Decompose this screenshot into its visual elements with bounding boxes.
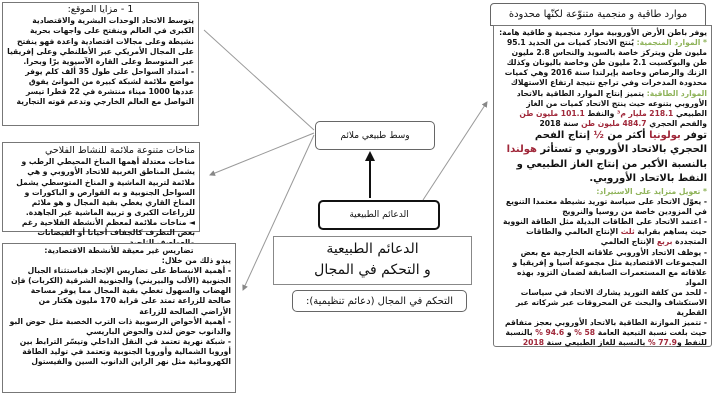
climate-paragraph: مناخات معتدلة أهمها المناخ المحيطي الرطب و يشمل المناطق الغربية للاتحاد الأوروبي و هي ملائمة لتربية الماشية و المناخ المتوسطي يشمل السواحل الجنوبية و به القوارص و الباكورات و المناخ القاري يغطي بقية المجال و هو ملائم للزراعات الكبرى و تربية الماشية غير الجاهدة.: [16, 157, 195, 217]
highlight-text: 94.6 %: [535, 328, 565, 338]
text-segment: - للحد من كلفة التوريد يشارك الاتحاد في سياسات الاستكشاف والبحث عن المحروقات عبر شركاته عبر القطرية: [515, 287, 707, 318]
highlight-text: 484.7 مليون طن: [581, 118, 647, 128]
resources-paragraph: [498, 248, 707, 288]
resources-paragraph: [498, 89, 707, 129]
location-box: [2, 2, 199, 126]
relief-title: تضاريس غير معيقة للأنشطة الاقتصادية:: [44, 246, 194, 255]
main-title-line2: و التحكم في المجال: [314, 262, 431, 278]
relief-paragraph: يبدو ذلك من خلال:: [161, 256, 231, 266]
highlight-text: بربع: [656, 237, 673, 247]
text-segment: - يوظف الاتحاد الأوروبي علاقاته الخارجية مع بعض المجموعات الاقتصادية مثل مجموعة آسيا و إفريقيا و علاقاته مع المستعمرات السابقة لضمان التزود بهذه المواد: [512, 247, 707, 287]
highlight-text: 218.1 مليار م³: [616, 108, 674, 118]
resources-paragraph: [498, 197, 707, 217]
highlight-text: هولندا: [506, 144, 537, 156]
text-segment: أكثر من: [603, 129, 650, 141]
text-segment: يوفر باطن الأرض الأوروبية موارد منجمية و طاقية هامة:: [499, 28, 707, 37]
relief-box: [2, 243, 236, 393]
text-segment: يتميز إنتاج الموارد الطاقية بالاتحاد الأوروبي بتنوعه حيث ينتج الاتحاد كميات من الغاز الطبيعي: [516, 88, 707, 118]
text-segment: يُنتج الاتحاد كميات من الحديد 95.1 مليون طن ويتركز خاصة بالسويد والنحاس 2.8 مليون طن والبوكسيت 2.1 مليون طن وخاصة باليونان وكذلك الزنك والرصاص وخاصة بإيرلندا سنة 2016 وهي كميات محدودة المدخرات وفي تراجع نتيجة ارتفاع الاستهلاك: [504, 38, 707, 88]
env-node: وسط طبيعي ملائم: [315, 121, 435, 150]
text-segment: - يعوّل الاتحاد على سياسة توريد نشيطة معتمدا التنويع في المزودين خاصة من روسيا والنرويج: [505, 197, 707, 217]
resources-paragraph: [498, 288, 707, 318]
highlight-text: * الموارد المنجمية:: [636, 38, 707, 48]
highlight-text: الموارد الطاقية:: [646, 88, 707, 98]
location-paragraph: - امتداد السواحل على طول 35 ألف كلم يوفر مواضع ملائمة لشبكة كبيرة من الموانئ يفوق عددها 1000 ميناء منتشرة في 22 قطرا تيسر التواصل مع العالم الخارجي وتدعم قوته التجارية: [16, 66, 194, 107]
highlight-text: 2018: [522, 338, 544, 348]
control-label: التحكم في المجال (دعائم تنظيمية):: [292, 290, 467, 312]
text-segment: - اعتمد الاتحاد على الطاقات البديلة مثل الطاقة النووية حيث يساهم بقرابة: [503, 217, 707, 237]
highlight-text: ½: [593, 129, 604, 141]
text-segment: والفحم الحجري: [646, 118, 707, 128]
text-segment: توفر: [680, 129, 707, 141]
resources-paragraph: [498, 28, 707, 38]
main-title-box: [273, 236, 472, 285]
text-segment: بالنسبة للنفط و: [505, 328, 707, 348]
text-segment: و: [564, 328, 575, 338]
supports-node: الدعائم الطبيعية: [318, 200, 440, 230]
text-segment: - تتميز الموازنة الطاقية بالاتحاد الأوروبي بعجز متفاقم حيث بلغت نسبة التبعية العامة: [504, 318, 707, 338]
connector-resources: [423, 102, 487, 200]
highlight-text: * تعويل متزايد على الاستيراد:: [596, 186, 707, 196]
resources-box: [493, 25, 712, 347]
resources-paragraph: [498, 129, 707, 187]
resources-header: موارد طاقية و منجمية متنوّعة لكنّها محدودة: [490, 3, 706, 26]
climate-box: [2, 142, 200, 237]
relief-paragraph: - أهمية الأحواض الرسوبية ذات الترب الخصبة مثل حوض البو والدانوب حوض لندن والحوض الباريسي: [9, 316, 231, 336]
highlight-text: بولونيا: [649, 129, 681, 141]
text-segment: الإنتاج العالمي: [600, 237, 657, 247]
highlight-text: ثلث: [620, 227, 635, 237]
text-segment: والنفط: [584, 108, 617, 118]
text-segment: الإنتاج العالمي والطاقات المتجددة: [526, 227, 707, 247]
resources-paragraph: [498, 217, 707, 247]
highlight-text: 101.1 مليون طن: [519, 108, 585, 118]
main-title-line1: الدعائم الطبيعية: [326, 241, 419, 257]
text-segment: سنة 2018: [539, 118, 582, 128]
highlight-text: 58 %: [574, 328, 596, 338]
climate-title: مناخات متنوعة ملائمة للنشاط الفلاحي: [45, 145, 195, 156]
location-title: 1 - مزايا الموقع:: [67, 4, 134, 15]
location-paragraph: يتوسط الاتحاد الوحدات البشرية والاقتصادية الكبرى في العالم وينفتح على واجهات بحرية نشيطة وعلى مجالات اقتصادية واعدة فهو ينفتح على المجال الأمريكي عبر الأطلنطي وعلى إفريقيا عبر المتوسط وعلى القارة الآسيوية برّا وبحرا.: [7, 16, 194, 66]
connector-location: [204, 30, 314, 130]
text-segment: بالنسبة الأكبر من إنتاج الغاز الطبيعي و النفط بالاتحاد الأوروبي.: [516, 158, 707, 185]
resources-paragraph: [498, 318, 707, 348]
relief-paragraph: - شبكة نهرية تعتمد في النقل الداخلي وتيسّر الترابط بين أوروبا الشمالية وأوروبا الجنوبية وتعتمد في توليد الطاقة الكهرومائية مثل نهر الراين الدانوب السين والفيستول: [19, 336, 231, 367]
text-segment: بالنسبة للغاز الطبيعي سنة: [544, 338, 648, 348]
resources-paragraph: [498, 38, 707, 88]
relief-paragraph: - أهمية الانبساط على تضاريس الإتحاد فباستثناء الجبال الجنوبية (الألب والبيريني) والجنوبية الشرقية (الكربات) فإن الهضاب والسهول تغطي بقية المجال مما يوفر مساحة صالحة للزراعة تمتد على قرابة 170 مليون هكتار من الأراضي الصالحة للزراعة: [11, 266, 231, 316]
highlight-text: 77.9 %: [647, 338, 677, 348]
climate-paragraph: ◄ مناخات ملائمة لمعظم الأنشطة الفلاحية رغم بعض التطرف كالجفاف أحيانا أو الفيضانات: [21, 217, 195, 237]
resources-paragraph: [498, 187, 707, 197]
text-segment: إنتاج الفحم الحجري بالاتحاد الأوروبي و تستأثر: [534, 129, 707, 156]
